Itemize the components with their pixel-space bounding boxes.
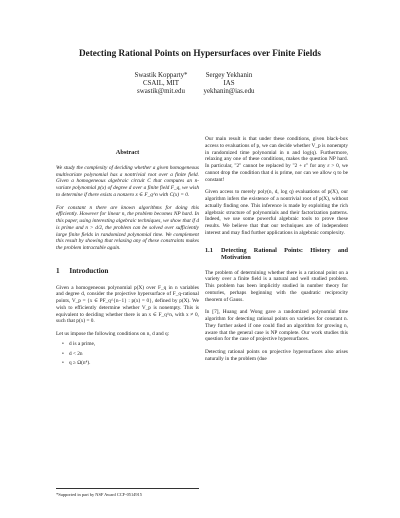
subsection-title: Detecting Rational Points: History and Motivation [221, 246, 348, 262]
condition-item: • q ≥ Ω(n⁴). [62, 360, 199, 367]
right-column [205, 136, 348, 369]
conditions-list [62, 341, 199, 367]
author-affiliation: IAS [223, 80, 235, 88]
subsection-number: 1.1 [205, 246, 213, 254]
body-paragraph: Detecting rational points on projective hypersurfaces also arises naturally in the problem (due [205, 349, 348, 362]
author-block [0, 72, 400, 106]
author-email: swastik@mit.edu [137, 88, 185, 96]
section-heading [56, 268, 199, 275]
condition-item: • d is a prime, [62, 341, 199, 348]
paper-title: Detecting Rational Points on Hypersurfaces over Finite Fields [79, 48, 321, 58]
body-paragraph: Our main result is that under these conditions, given black-box access to evaluations of p, we can decide whether V_p is nonempty in randomized time polynomial in n and log(q). Furthermore, relaxing any one of these conditions, makes the question NP hard. In particular, "2" cannot be replaced by "2 + ε" for any ε > 0, we cannot drop the condition that d is prime, nor can we allow q to be constant! [205, 136, 348, 183]
subsection-heading [205, 247, 348, 262]
author-2 [186, 72, 272, 97]
condition-item: • d < 2n [62, 351, 199, 358]
abstract-paragraph: For constant n there are known algorithms for doing this efficiently. However for linear n, the problem becomes NP hard. In this paper, using interesting algebraic techniques, we show that if d is prime and n > d/2, the problem can be solved over sufficiently large finite fields in randomized polynomial time. We complement this result by showing that relaxing any of these constraints makes the problem intractable again. [56, 204, 199, 251]
section-title: Introduction [69, 266, 109, 275]
body-paragraph: Given access to merely poly(n, d, log q) evaluations of p(X), our algorithm infers the existence of a nontrivial root of p(X), without actually finding one. This inference is made by exploiting the rich algebraic structure of polynomials and their factorization patterns. Indeed, we use some powerful algebraic tools to prove these results. We believe that that our techniques are of independent interest and may find further applications in algebraic complexity. [205, 189, 348, 236]
section-number: 1 [56, 266, 60, 275]
author-affiliation: CSAIL, MIT [143, 80, 179, 88]
body-paragraph: The problem of determining whether there is a rational point on a variety over a finite field is a natural and well studied problem. This problem has been implicitly studied in number theory for centuries, perhaps beginning with the quadratic reciprocity theorem of Gauss. [205, 269, 348, 303]
intro-paragraph: Given a homogeneous polynomial p(X) over F_q in n variables and degree d, consider the projective hypersurface of F_q-rational points, V_p = {x ∈ PF_q^{n−1} : p(x) = 0}, defined by p(X). We wish to efficiently determine whether V_p is nonempty. This is equivalent to deciding whether there is an x ∈ F_q^n, with x ≠ 0, such that p(x) = 0. [56, 284, 199, 325]
abstract-heading: Abstract [115, 149, 140, 156]
left-column [56, 130, 199, 370]
body-paragraph: In [7], Huang and Wong gave a randomized polynomial time algorithm for detecting rational points on varieties for constant n. They further asked if one could find an algorithm for growing n, aware that the general case is NP complete. Our work studies this question for the case of projective hypersurfaces. [205, 309, 348, 343]
author-email: yekhanin@ias.edu [203, 88, 255, 96]
author-name: Swastik Kopparty* [134, 72, 188, 79]
footnote: *Supported in part by NSF Award CCF-0514915 [56, 488, 199, 498]
author-name: Sergey Yekhanin [205, 72, 253, 79]
conditions-intro: Let us impose the following conditions on n, d and q: [56, 331, 170, 337]
abstract-paragraph: We study the complexity of deciding whether a given homogeneous multivariate polynomial has a nontrivial root over a finite field. Given a homogeneous algebraic circuit C that computes an n-variate polynomial p(x) of degree d over a finite field F_q, we wish to determine if there exists a nonzero x ∈ F_q^n with C(x) = 0. [56, 164, 199, 198]
